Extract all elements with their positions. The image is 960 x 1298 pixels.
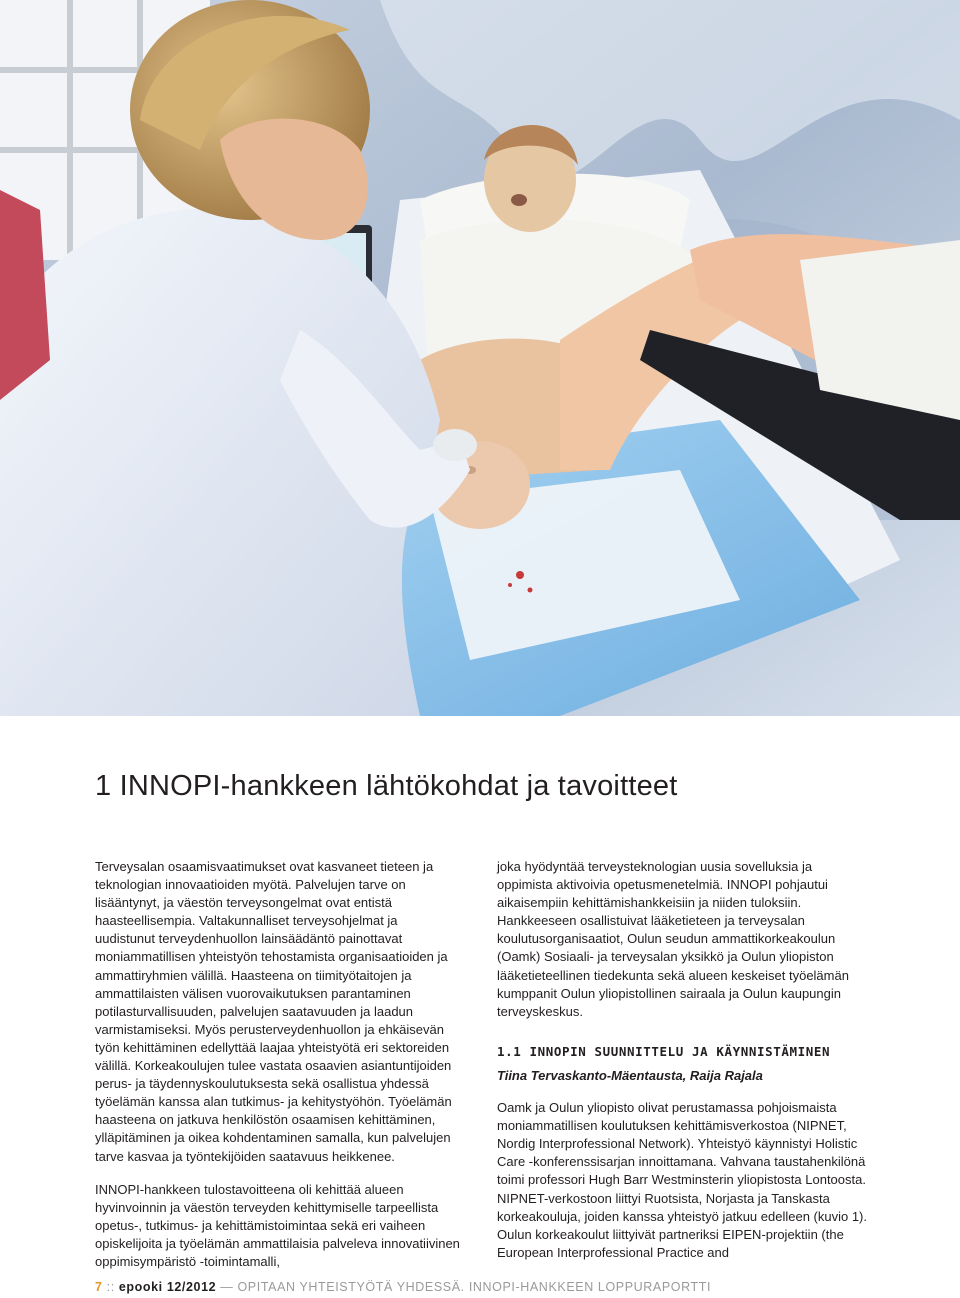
body-paragraph: Terveysalan osaamisvaatimukset ovat kasvaneet tieteen ja teknologian innovaatioiden myötä. Palvelujen tarve on lisääntynyt, ja väestön terveysongelmat ovat entistä haasteellisempia. Valtakunnalliset terveysohjelmat ja uudistunut terveydenhuollon lainsäädäntö painottavat moniammatillisen yhteistyön tehostamista organisaatioiden ja ammattiryhmien välillä. Haasteena on tiimityötaitojen ja ammattilaisten välisen vuorovaikutuksen parantaminen potilasturvallisuuden, palvelujen saatavuuden ja laadun varmistamiseksi. Myös perusterveydenhuollon ja ehkäisevän työn kehittäminen edellyttää laajaa yhteistyötä eri sektoreiden välillä. Korkeakoulujen tulee vastata osaavien asiantuntijoiden perus- ja täydennyskoulutuksesta sekä osallistua yhdessä työelämän kanssa alan tutkimus- ja kehitystyöhön. Työelämän haasteena on jatkuva henkilöstön osaamisen kehittäminen, ylläpitäminen ja oikea kohdentaminen samalla, kun palvelujen tarve kasvaa ja työntekijöiden saatavuus heikkenee.	[95, 859, 452, 1164]
right-column	[497, 858, 869, 1277]
body-paragraph: INNOPI-hankkeen tulostavoitteena oli kehittää alueen hyvinvoinnin ja väestön terveyden kehittymiselle tarpeellista opetus-, tutkimus- ja kehittämistoimintaa sekä eri vaiheen opiskelijoita ja työelämän ammattilaisia palveleva innovatiivinen oppimisympäristö -toimintamalli,	[95, 1181, 460, 1269]
footer-separator: ::	[106, 1280, 115, 1294]
body-paragraph: joka hyödyntää terveysteknologian uusia sovelluksia ja oppimista aktivoivia opetusmenetelmiä. INNOPI pohjautui aikaisempiin kehittämishankkeisiin ja niiden tuloksiin. Hankkeeseen osallistuivat lääketieteen ja terveysalan koulutusorganisaatiot, Oulun seudun ammattikorkeakoulun (Oamk) Sosiaali- ja terveysalan yksikkö ja Oulun yliopiston lääketieteellinen tiedekunta sekä alueen keskeiset työelämän kumppanit Oulun yliopistollinen sairaala ja Oulun kaupungin terveyskeskus.	[497, 859, 849, 1019]
page-footer	[95, 1280, 711, 1294]
body-paragraph: Oamk ja Oulun yliopisto olivat perustamassa pohjoismaista moniammatillisen koulutuksen kehittämisverkostoa (NIPNET, Nordig Interprofessional Network). Yhteistyö käynnistyi Holistic Care -konferenssisarjan innoittamana. Vahvana taustahenkilönä toimi professori Hugh Barr Westminsterin yliopistosta Lontoosta. NIPNET-verkostoon liittyi Ruotsista, Norjasta ja Tanskasta korkeakouluja, joiden kanssa yhteistyö jatkuu edelleen (kuvio 1). Oulun korkeakoulut liittyivät partneriksi EIPEN-projektiin (the European Interprofessional Practice and	[497, 1100, 867, 1260]
section-authors: Tiina Tervaskanto-Mäentausta, Raija Rajala	[497, 1067, 763, 1083]
footer-dash: —	[220, 1280, 234, 1294]
running-title: OPITAAN YHTEISTYÖTÄ YHDESSÄ. INNOPI-HANKKEEN LOPPURAPORTTI	[237, 1280, 712, 1294]
publication-name: epooki 12/2012	[118, 1280, 217, 1294]
chapter-title: 1 INNOPI-hankkeen lähtökohdat ja tavoitteet	[95, 770, 678, 802]
left-column	[95, 858, 460, 1286]
page-number: 7	[95, 1280, 103, 1294]
section-heading: 1.1 INNOPIN SUUNNITTELU JA KÄYNNISTÄMINEN	[497, 1043, 831, 1059]
